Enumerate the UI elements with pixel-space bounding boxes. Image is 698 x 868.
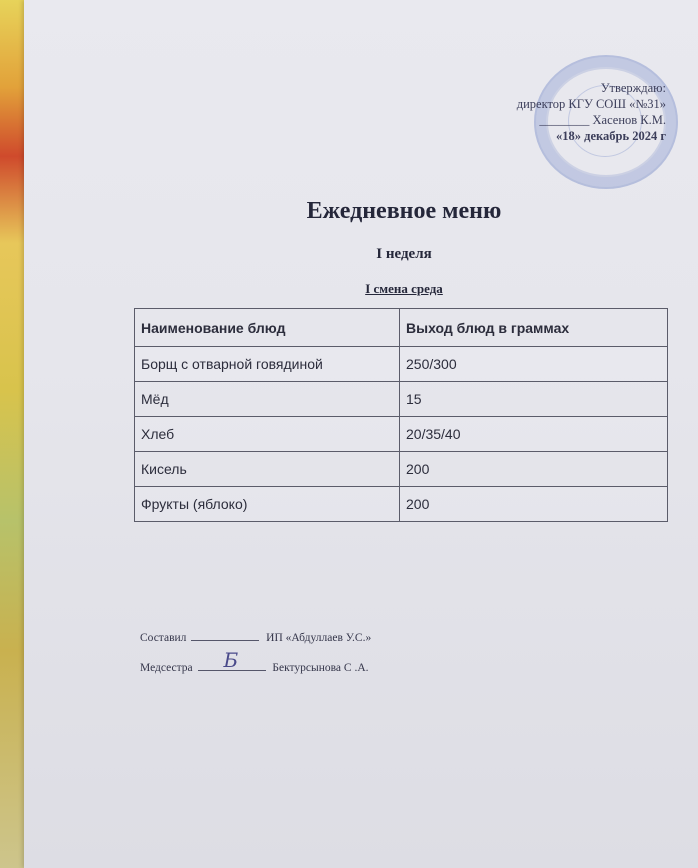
column-header-grams: Выход блюд в граммах	[400, 309, 668, 347]
approval-line-3: ________ Хасенов К.М.	[539, 113, 666, 127]
handwritten-signature: Б	[223, 648, 239, 672]
nurse-label: Медсестра	[140, 662, 193, 674]
page-title: Ежедневное меню	[306, 198, 502, 224]
column-header-dish: Наименование блюд	[135, 309, 400, 347]
compiled-by-line	[140, 630, 371, 644]
nurse-line	[140, 648, 369, 674]
shift-label: I смена среда	[365, 281, 443, 296]
approval-line-4: «18» декабрь 2024 г	[556, 129, 666, 143]
signature-line	[198, 648, 266, 672]
table-row	[135, 382, 668, 417]
dish-name: Борщ с отварной говядиной	[135, 347, 400, 382]
table-row	[135, 452, 668, 487]
dish-grams: 250/300	[400, 347, 668, 382]
approval-line-1: Утверждаю:	[600, 81, 666, 95]
dish-grams: 20/35/40	[400, 417, 668, 452]
menu-table	[134, 308, 668, 522]
table-header-row	[135, 309, 668, 347]
dish-name: Хлеб	[135, 417, 400, 452]
dish-name: Мёд	[135, 382, 400, 417]
approval-block	[426, 80, 666, 144]
signature-line	[191, 630, 259, 641]
dish-name: Кисель	[135, 452, 400, 487]
dish-grams: 200	[400, 452, 668, 487]
compiled-name: ИП «Абдуллаев У.С.»	[266, 632, 372, 644]
table-row	[135, 347, 668, 382]
compiled-label: Составил	[140, 632, 187, 644]
nurse-name: Бектурсынова С .А.	[272, 662, 369, 674]
dish-grams: 15	[400, 382, 668, 417]
table-row	[135, 417, 668, 452]
approval-line-2: директор КГУ СОШ «№31»	[516, 97, 666, 111]
dish-name: Фрукты (яблоко)	[135, 487, 400, 522]
dish-grams: 200	[400, 487, 668, 522]
table-row	[135, 487, 668, 522]
document-sheet	[24, 0, 698, 868]
week-label: I неделя	[376, 246, 432, 262]
